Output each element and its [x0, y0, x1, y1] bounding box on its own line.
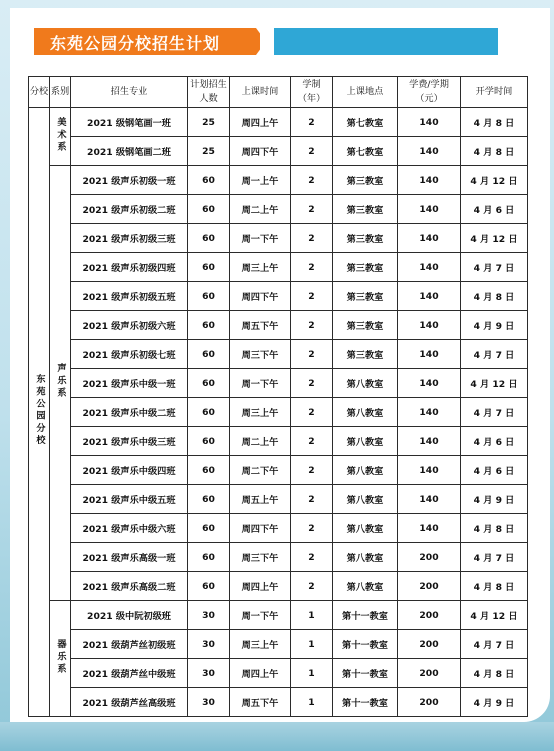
cell-years: 2	[291, 224, 333, 253]
cell-years: 2	[291, 398, 333, 427]
cell-time: 周二上午	[230, 195, 291, 224]
cell-time: 周四下午	[230, 282, 291, 311]
table-row	[29, 456, 528, 485]
cell-years: 2	[291, 166, 333, 195]
cell-fee: 200	[398, 688, 461, 717]
cell-start: 4 月 8 日	[461, 108, 528, 137]
cell-location: 第八教室	[333, 514, 398, 543]
cell-time: 周四下午	[230, 514, 291, 543]
table-row	[29, 688, 528, 717]
cell-start: 4 月 12 日	[461, 601, 528, 630]
header-fee: 学费/学期（元）	[398, 77, 461, 108]
table-row	[29, 427, 528, 456]
cell-time: 周五上午	[230, 485, 291, 514]
cell-fee: 140	[398, 427, 461, 456]
cell-quota: 60	[188, 195, 230, 224]
cell-quota: 60	[188, 398, 230, 427]
cell-location: 第七教室	[333, 108, 398, 137]
cell-years: 2	[291, 108, 333, 137]
cell-major: 2021 级声乐中级六班	[71, 514, 188, 543]
cell-start: 4 月 8 日	[461, 572, 528, 601]
cell-start: 4 月 7 日	[461, 630, 528, 659]
enrollment-table	[28, 76, 528, 717]
cell-location: 第三教室	[333, 282, 398, 311]
cell-location: 第三教室	[333, 311, 398, 340]
cell-time: 周一上午	[230, 166, 291, 195]
cell-quota: 60	[188, 224, 230, 253]
table-row	[29, 485, 528, 514]
cell-time: 周五下午	[230, 688, 291, 717]
dept-name: 器乐系	[55, 638, 66, 676]
table-row	[29, 137, 528, 166]
cell-quota: 60	[188, 253, 230, 282]
cell-location: 第八教室	[333, 543, 398, 572]
cell-fee: 140	[398, 398, 461, 427]
cell-quota: 30	[188, 630, 230, 659]
cell-time: 周三上午	[230, 398, 291, 427]
cell-quota: 60	[188, 340, 230, 369]
cell-fee: 200	[398, 572, 461, 601]
cell-location: 第三教室	[333, 340, 398, 369]
cell-location: 第三教室	[333, 195, 398, 224]
cell-major: 2021 级葫芦丝中级班	[71, 659, 188, 688]
cell-location: 第十一教室	[333, 601, 398, 630]
cell-quota: 60	[188, 514, 230, 543]
cell-quota: 30	[188, 688, 230, 717]
header-major: 招生专业	[71, 77, 188, 108]
cell-quota: 60	[188, 485, 230, 514]
title-banner	[34, 28, 498, 55]
cell-time: 周三下午	[230, 340, 291, 369]
table-row	[29, 369, 528, 398]
table-row	[29, 630, 528, 659]
cell-quota: 60	[188, 311, 230, 340]
header-quota: 计划招生人数	[188, 77, 230, 108]
cell-fee: 200	[398, 601, 461, 630]
cell-location: 第八教室	[333, 427, 398, 456]
cell-start: 4 月 7 日	[461, 340, 528, 369]
dept-cell	[50, 108, 71, 166]
cell-start: 4 月 9 日	[461, 311, 528, 340]
table-row	[29, 543, 528, 572]
cell-quota: 30	[188, 659, 230, 688]
cell-location: 第八教室	[333, 485, 398, 514]
cell-years: 2	[291, 311, 333, 340]
table-header-row	[29, 77, 528, 108]
cell-fee: 140	[398, 485, 461, 514]
cell-location: 第八教室	[333, 572, 398, 601]
cell-location: 第三教室	[333, 253, 398, 282]
dept-name: 声乐系	[55, 363, 66, 400]
cell-years: 1	[291, 630, 333, 659]
table-row	[29, 659, 528, 688]
table-row	[29, 311, 528, 340]
cell-major: 2021 级声乐中级一班	[71, 369, 188, 398]
dept-name: 美术系	[55, 116, 66, 154]
cell-location: 第八教室	[333, 369, 398, 398]
cell-time: 周四上午	[230, 572, 291, 601]
cell-years: 1	[291, 688, 333, 717]
cell-fee: 200	[398, 630, 461, 659]
page-title: 东苑公园分校招生计划	[50, 34, 221, 53]
cell-years: 2	[291, 427, 333, 456]
cell-fee: 140	[398, 253, 461, 282]
cell-major: 2021 级声乐中级五班	[71, 485, 188, 514]
cell-major: 2021 级葫芦丝高级班	[71, 688, 188, 717]
cell-start: 4 月 9 日	[461, 688, 528, 717]
cell-fee: 140	[398, 514, 461, 543]
cell-major: 2021 级中阮初级班	[71, 601, 188, 630]
table-row	[29, 108, 528, 137]
header-branch: 分校	[29, 77, 50, 108]
cell-years: 2	[291, 195, 333, 224]
cell-quota: 60	[188, 369, 230, 398]
cell-major: 2021 级声乐初级一班	[71, 166, 188, 195]
cell-start: 4 月 6 日	[461, 195, 528, 224]
table-row	[29, 253, 528, 282]
cell-location: 第八教室	[333, 456, 398, 485]
cell-years: 2	[291, 543, 333, 572]
cell-major: 2021 级声乐中级二班	[71, 398, 188, 427]
cell-start: 4 月 12 日	[461, 369, 528, 398]
bottom-band	[0, 722, 554, 751]
cell-start: 4 月 8 日	[461, 659, 528, 688]
header-dept: 系别	[50, 77, 71, 108]
cell-years: 2	[291, 514, 333, 543]
cell-start: 4 月 6 日	[461, 427, 528, 456]
cell-quota: 60	[188, 166, 230, 195]
cell-start: 4 月 7 日	[461, 543, 528, 572]
cell-time: 周一下午	[230, 224, 291, 253]
table-row	[29, 572, 528, 601]
cell-location: 第七教室	[333, 137, 398, 166]
header-start: 开学时间	[461, 77, 528, 108]
cell-fee: 140	[398, 340, 461, 369]
cell-major: 2021 级葫芦丝初级班	[71, 630, 188, 659]
cell-start: 4 月 7 日	[461, 398, 528, 427]
cell-major: 2021 级声乐高级二班	[71, 572, 188, 601]
cell-major: 2021 级钢笔画一班	[71, 108, 188, 137]
cell-time: 周二下午	[230, 456, 291, 485]
table-row	[29, 514, 528, 543]
branch-name: 东苑公园分校	[34, 373, 45, 448]
cell-location: 第三教室	[333, 166, 398, 195]
cell-start: 4 月 7 日	[461, 253, 528, 282]
cell-fee: 140	[398, 311, 461, 340]
cell-quota: 60	[188, 282, 230, 311]
cell-quota: 60	[188, 456, 230, 485]
cell-years: 2	[291, 253, 333, 282]
cell-time: 周三上午	[230, 253, 291, 282]
cell-fee: 140	[398, 282, 461, 311]
cell-location: 第十一教室	[333, 630, 398, 659]
header-location: 上课地点	[333, 77, 398, 108]
cell-years: 2	[291, 369, 333, 398]
cell-major: 2021 级声乐初级五班	[71, 282, 188, 311]
cell-start: 4 月 12 日	[461, 224, 528, 253]
cell-fee: 140	[398, 369, 461, 398]
cell-years: 1	[291, 601, 333, 630]
header-time: 上课时间	[230, 77, 291, 108]
cell-years: 2	[291, 282, 333, 311]
cell-quota: 25	[188, 137, 230, 166]
banner-blue-bar	[274, 28, 498, 55]
cell-major: 2021 级声乐初级三班	[71, 224, 188, 253]
cell-start: 4 月 8 日	[461, 137, 528, 166]
cell-fee: 140	[398, 224, 461, 253]
cell-major: 2021 级声乐初级六班	[71, 311, 188, 340]
cell-location: 第八教室	[333, 398, 398, 427]
cell-location: 第十一教室	[333, 688, 398, 717]
cell-time: 周二上午	[230, 427, 291, 456]
cell-time: 周三上午	[230, 630, 291, 659]
header-years: 学制（年）	[291, 77, 333, 108]
table-body	[29, 108, 528, 717]
cell-time: 周一下午	[230, 601, 291, 630]
cell-fee: 140	[398, 456, 461, 485]
cell-major: 2021 级声乐初级二班	[71, 195, 188, 224]
cell-location: 第三教室	[333, 224, 398, 253]
cell-start: 4 月 6 日	[461, 456, 528, 485]
cell-time: 周四上午	[230, 659, 291, 688]
cell-time: 周五下午	[230, 311, 291, 340]
cell-time: 周四下午	[230, 137, 291, 166]
cell-time: 周一下午	[230, 369, 291, 398]
cell-start: 4 月 9 日	[461, 485, 528, 514]
cell-fee: 140	[398, 108, 461, 137]
cell-fee: 140	[398, 195, 461, 224]
cell-fee: 200	[398, 543, 461, 572]
cell-start: 4 月 8 日	[461, 282, 528, 311]
cell-years: 1	[291, 659, 333, 688]
table-row	[29, 224, 528, 253]
cell-years: 2	[291, 340, 333, 369]
cell-fee: 140	[398, 137, 461, 166]
cell-start: 4 月 8 日	[461, 514, 528, 543]
table-row	[29, 166, 528, 195]
table-row	[29, 282, 528, 311]
cell-fee: 200	[398, 659, 461, 688]
cell-major: 2021 级钢笔画二班	[71, 137, 188, 166]
table-row	[29, 340, 528, 369]
table-row	[29, 601, 528, 630]
cell-major: 2021 级声乐中级四班	[71, 456, 188, 485]
cell-major: 2021 级声乐初级七班	[71, 340, 188, 369]
cell-years: 2	[291, 485, 333, 514]
cell-fee: 140	[398, 166, 461, 195]
cell-years: 2	[291, 137, 333, 166]
cell-major: 2021 级声乐初级四班	[71, 253, 188, 282]
cell-years: 2	[291, 456, 333, 485]
dept-cell	[50, 166, 71, 601]
cell-start: 4 月 12 日	[461, 166, 528, 195]
cell-quota: 60	[188, 427, 230, 456]
cell-quota: 30	[188, 601, 230, 630]
cell-years: 2	[291, 572, 333, 601]
table-row	[29, 398, 528, 427]
cell-major: 2021 级声乐高级一班	[71, 543, 188, 572]
cell-quota: 60	[188, 543, 230, 572]
cell-major: 2021 级声乐中级三班	[71, 427, 188, 456]
branch-cell	[29, 108, 50, 717]
cell-time: 周四上午	[230, 108, 291, 137]
cell-quota: 25	[188, 108, 230, 137]
table-row	[29, 195, 528, 224]
cell-quota: 60	[188, 572, 230, 601]
cell-location: 第十一教室	[333, 659, 398, 688]
cell-time: 周三下午	[230, 543, 291, 572]
dept-cell	[50, 601, 71, 717]
